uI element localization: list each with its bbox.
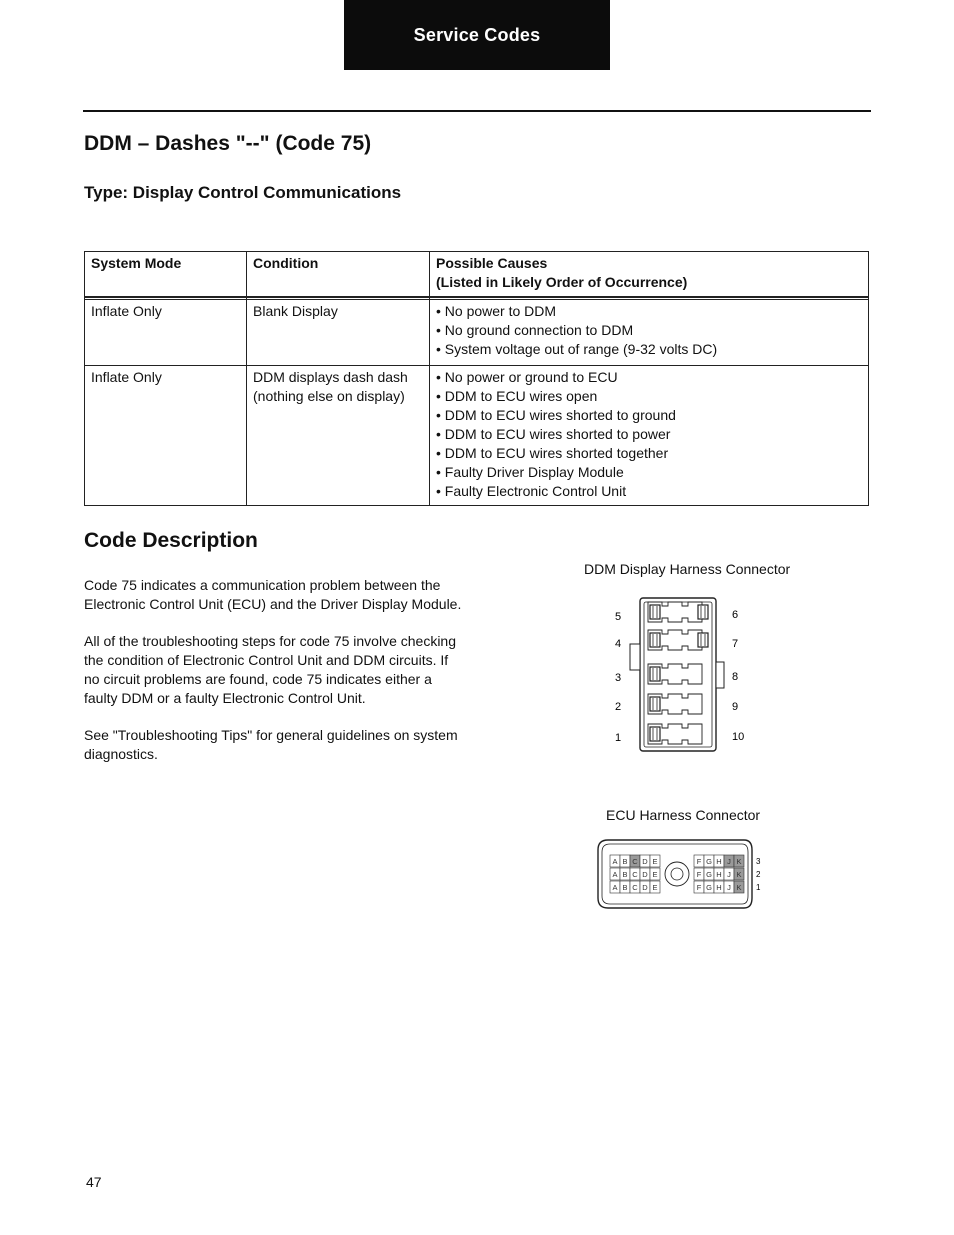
code-description-body <box>84 576 464 782</box>
ecu-cavity-letter: J <box>727 870 731 879</box>
ddm-connector-caption: DDM Display Harness Connector <box>584 561 791 577</box>
ecu-cavity-letter: G <box>706 870 712 879</box>
ecu-cavity-letter: D <box>642 883 648 892</box>
ecu-cavity-letter: E <box>652 857 658 866</box>
ddm-terminal <box>698 633 708 647</box>
code-description-title: Code Description <box>84 529 258 552</box>
ddm-left-latch <box>630 644 640 670</box>
ecu-cavity-letter: A <box>612 870 618 879</box>
cause-item: • No ground connection to DDM <box>436 321 862 340</box>
row1-condition <box>247 300 430 366</box>
ddm-terminal <box>650 633 660 647</box>
row2-condition-line1: DDM displays dash dash <box>253 369 408 385</box>
ddm-terminal <box>650 605 660 619</box>
row1-mode: Inflate Only <box>85 300 247 366</box>
ddm-pin-label: 9 <box>732 701 739 713</box>
ecu-cavity-letter: A <box>612 883 618 892</box>
header-possible-causes <box>430 252 869 298</box>
ecu-row-number: 2 <box>756 870 761 879</box>
ecu-row-number: 3 <box>756 857 761 866</box>
ecu-cavity-letter: K <box>736 857 742 866</box>
ddm-pin-label: 10 <box>732 731 745 743</box>
ecu-cavity-letter: H <box>716 870 722 879</box>
ecu-cavity-letter: K <box>736 870 742 879</box>
ecu-cavity-letter: F <box>696 857 702 866</box>
header-condition: Condition <box>247 252 430 298</box>
row1-cause-list <box>436 302 862 359</box>
header-causes-line2: (Listed in Likely Order of Occurrence) <box>436 274 688 290</box>
ecu-cavity-letter: D <box>642 870 648 879</box>
ecu-row-number: 1 <box>756 883 761 892</box>
ddm-pin-label: 5 <box>614 611 622 623</box>
row2-condition <box>247 366 430 506</box>
ecu-cavity-letter: H <box>716 883 722 892</box>
cause-item: • DDM to ECU wires shorted to ground <box>436 406 862 425</box>
header-causes-line1: Possible Causes <box>436 255 548 271</box>
table-row <box>85 366 869 506</box>
ddm-terminal <box>650 727 660 741</box>
ecu-connector-diagram <box>596 838 768 912</box>
ddm-terminal <box>650 667 660 681</box>
ecu-cavity-letter: D <box>642 857 648 866</box>
row1-causes <box>430 300 869 366</box>
ddm-pin-label: 2 <box>614 701 622 713</box>
ecu-cavity-letter: E <box>652 870 658 879</box>
cause-item: • DDM to ECU wires shorted to power <box>436 425 862 444</box>
cause-item: • DDM to ECU wires shorted together <box>436 444 862 463</box>
header-system-mode: System Mode <box>85 252 247 298</box>
ddm-terminal <box>650 697 660 711</box>
ecu-cavity-letter: K <box>736 883 742 892</box>
ecu-cavity-letter: G <box>706 883 712 892</box>
ddm-terminal <box>698 605 708 619</box>
ecu-connector-caption: ECU Harness Connector <box>606 807 761 823</box>
ecu-cavity-letter: J <box>727 883 731 892</box>
ecu-cavity-letter: J <box>727 857 731 866</box>
cause-item: • Faulty Electronic Control Unit <box>436 482 862 501</box>
description-paragraph: Code 75 indicates a communication problem between the Electronic Control Unit (ECU) and the Driver Display Module. <box>84 577 462 612</box>
section-tab <box>344 0 610 70</box>
ddm-pin-label: 7 <box>732 638 739 650</box>
description-paragraph: See "Troubleshooting Tips" for general guidelines on system diagnostics. <box>84 727 458 762</box>
section-tab-label: Service Codes <box>413 24 541 45</box>
row2-mode: Inflate Only <box>85 366 247 506</box>
row2-causes <box>430 366 869 506</box>
header-rule <box>83 110 871 112</box>
ecu-cavity-letter: C <box>632 857 638 866</box>
cause-item: • DDM to ECU wires open <box>436 387 862 406</box>
ddm-pin-label: 8 <box>732 671 739 683</box>
ecu-cavity-letter: B <box>622 883 628 892</box>
page-title: DDM – Dashes "--" (Code 75) <box>84 132 372 155</box>
ecu-cavity-letter: C <box>632 870 638 879</box>
ddm-pin-label: 1 <box>614 732 622 744</box>
table-header-row <box>85 252 869 298</box>
cause-item: • No power or ground to ECU <box>436 368 862 387</box>
ecu-cavity-letter: G <box>706 857 712 866</box>
ecu-cavity-letter: B <box>622 870 628 879</box>
description-paragraph: All of the troubleshooting steps for code 75 involve checking the condition of Electronic Control Unit and DDM circuits. If no circuit problems are found, code 75 indicates either a faulty DDM or a faulty Electronic Control Unit. <box>84 633 457 706</box>
ddm-right-latch <box>716 662 724 688</box>
cause-item: • No power to DDM <box>436 302 862 321</box>
row1-condition-line1: Blank Display <box>253 303 338 319</box>
table-row <box>85 300 869 366</box>
type-heading: Type: Display Control Communications <box>84 183 402 202</box>
row2-condition-line2: (nothing else on display) <box>253 388 405 404</box>
ecu-cavity-letter: C <box>632 883 638 892</box>
ecu-cavity-letter: F <box>696 883 702 892</box>
ecu-cavity-letter: A <box>612 857 618 866</box>
page-number: 47 <box>86 1174 102 1190</box>
causes-table <box>84 251 869 506</box>
ddm-pin-label: 6 <box>732 609 739 621</box>
ddm-pin-label: 3 <box>614 672 622 684</box>
ddm-connector-diagram <box>600 590 760 765</box>
row2-cause-list <box>436 368 862 501</box>
ecu-cavity-letter: F <box>696 870 702 879</box>
ecu-cavity-letter: E <box>652 883 658 892</box>
ddm-pin-label: 4 <box>614 638 622 650</box>
ecu-cavity-letter: B <box>622 857 628 866</box>
cause-item: • System voltage out of range (9-32 volts DC) <box>436 340 862 359</box>
ecu-cavity-letter: H <box>716 857 722 866</box>
cause-item: • Faulty Driver Display Module <box>436 463 862 482</box>
